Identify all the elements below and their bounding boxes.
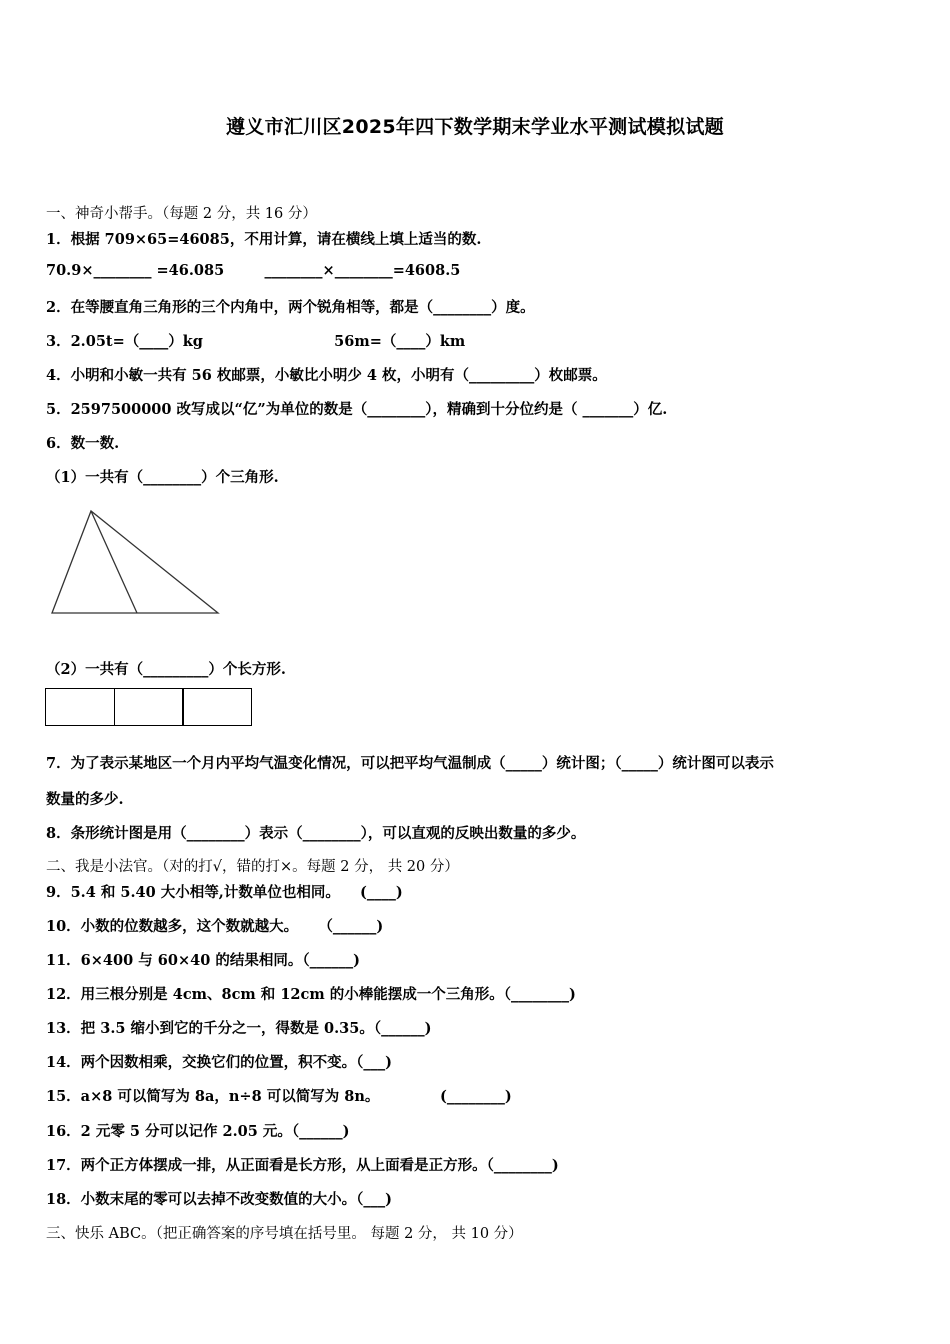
- rectangle-cell: [114, 688, 184, 726]
- question-7: 7．为了表示某地区一个月内平均气温变化情况，可以把平均气温制成（_____）统计图；（_____）统计图可以表示: [46, 755, 774, 772]
- question-6: 6．数一数.: [46, 435, 120, 452]
- rectangle-cell: [182, 688, 252, 726]
- question-7-continued: 数量的多少.: [46, 791, 124, 808]
- question-16: 16．2 元零 5 分可以记作 2.05 元。（______): [46, 1123, 350, 1140]
- question-2: 2．在等腰直角三角形的三个内角中，两个锐角相等，都是（________）度。: [46, 299, 535, 316]
- question-8: 8．条形统计图是用（________）表示（________），可以直观的反映出数量的多少。: [46, 825, 586, 842]
- section-2-heading: 二、我是小法官。（对的打√，错的打×。每题 2 分， 共 20 分）: [46, 859, 459, 875]
- question-14: 14．两个因数相乘，交换它们的位置，积不变。（___): [46, 1054, 393, 1071]
- rectangle-cell: [45, 688, 115, 726]
- rectangle-figure: [45, 688, 252, 726]
- question-12: 12．用三根分别是 4cm、8cm 和 12cm 的小棒能摆成一个三角形。（________): [46, 986, 576, 1003]
- page-title: 遵义市汇川区2025年四下数学期末学业水平测试模拟试题: [226, 116, 724, 138]
- question-10: 10．小数的位数越多，这个数就越大。 （______): [46, 918, 384, 935]
- question-13: 13．把 3.5 缩小到它的千分之一，得数是 0.35。（______): [46, 1020, 432, 1037]
- question-11: 11．6×400 与 60×40 的结果相同。（______): [46, 952, 360, 969]
- question-1: 1．根据 709×65=46085，不用计算，请在横线上填上适当的数.: [46, 231, 482, 248]
- question-6-part-1: （1）一共有（________）个三角形.: [46, 469, 279, 486]
- question-6-part-2: （2）一共有（_________）个长方形.: [46, 661, 286, 678]
- question-5: 5．2597500000 改写成以“亿”为单位的数是（________），精确到十分位约是（ _______）亿.: [46, 401, 668, 418]
- section-3-heading: 三、快乐 ABC。（把正确答案的序号填在括号里。 每题 2 分， 共 10 分）: [46, 1226, 523, 1242]
- section-1-heading: 一、神奇小帮手。（每题 2 分，共 16 分）: [46, 206, 317, 222]
- question-4: 4．小明和小敏一共有 56 枚邮票，小敏比小明少 4 枚，小明有（_________）枚邮票。: [46, 367, 607, 384]
- question-17: 17．两个正方体摆成一排，从正面看是长方形，从上面看是正方形。（________): [46, 1157, 559, 1174]
- question-1-blanks: 70.9×________ =46.085 ________×________=4608.5: [46, 262, 461, 279]
- question-3: 3．2.05t=（____）kg 56m=（____）km: [46, 333, 466, 350]
- question-9: 9．5.4 和 5.40 大小相等,计数单位也相同。 (____): [46, 884, 403, 901]
- question-18: 18．小数末尾的零可以去掉不改变数值的大小。（___): [46, 1191, 393, 1208]
- question-15: 15．a×8 可以简写为 8a，n÷8 可以简写为 8n。 (________): [46, 1088, 512, 1105]
- triangle-figure: [46, 505, 226, 620]
